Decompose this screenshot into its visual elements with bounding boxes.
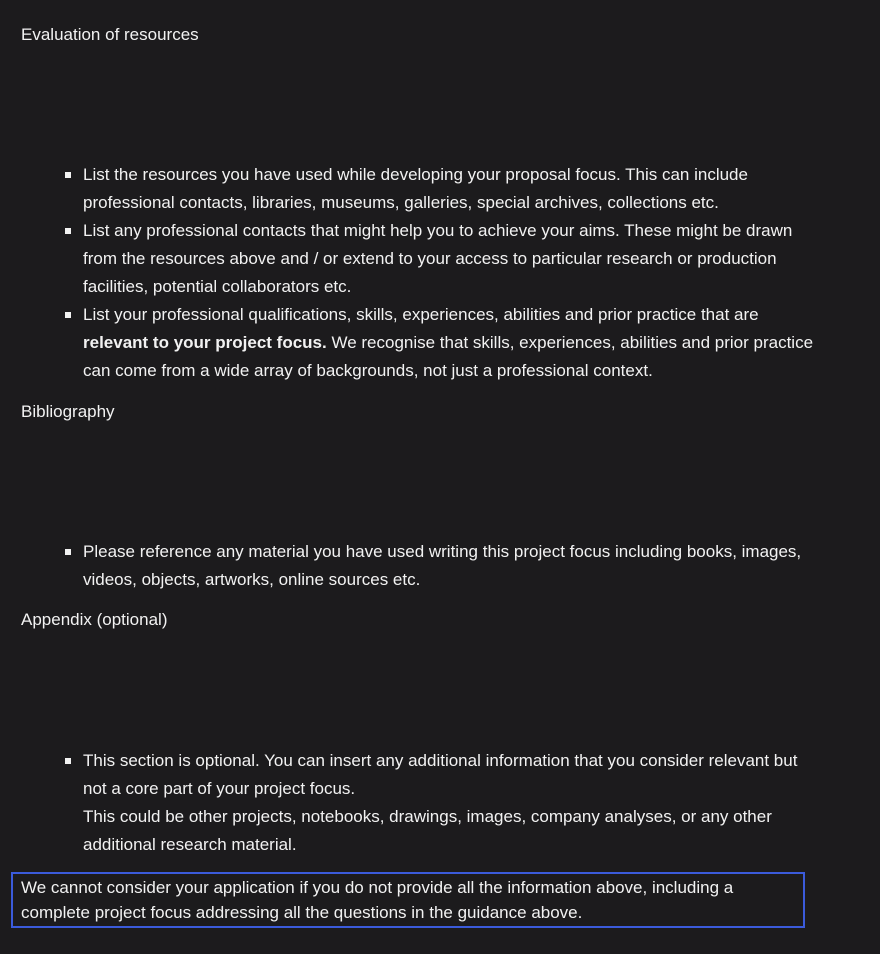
list-item-text: This section is optional. You can insert any additional information that you consider relevant but not a core part of your project focus.: [83, 751, 798, 798]
list-item: [0, 301, 823, 385]
section-heading-evaluation: Evaluation of resources: [21, 25, 199, 44]
bibliography-list: [0, 538, 823, 594]
evaluation-list: [0, 161, 823, 385]
list-item: [0, 161, 823, 217]
list-item: [0, 217, 823, 301]
bullet-icon: [65, 228, 71, 234]
list-item-text: List the resources you have used while developing your proposal focus. This can include professional contacts, libraries, museums, galleries, special archives, collections etc.: [83, 165, 748, 212]
list-item: [0, 747, 823, 859]
bullet-icon: [65, 549, 71, 555]
list-item-text: Please reference any material you have used writing this project focus including books, images, videos, objects, artworks, online sources etc.: [83, 542, 802, 589]
bullet-icon: [65, 172, 71, 178]
section-heading-appendix: Appendix (optional): [21, 610, 168, 629]
list-item-bold-text: relevant to your project focus.: [83, 333, 327, 352]
list-item-text-end: We recognise that skills, experiences, abilities and prior practice can come from a wide array of backgrounds, not just a professional context.: [83, 333, 814, 380]
bullet-icon: [65, 758, 71, 764]
list-item: [0, 538, 823, 594]
list-item-text-continued: This could be other projects, notebooks, drawings, images, company analyses, or any other additional research material.: [83, 807, 772, 854]
required-info-notice: We cannot consider your application if you do not provide all the information above, including a complete project focus addressing all the questions in the guidance above.: [11, 872, 805, 928]
appendix-list: [0, 747, 823, 859]
list-item-text: List any professional contacts that might help you to achieve your aims. These might be drawn from the resources above and / or extend to your access to particular research or production facilities, potential collaborators etc.: [83, 221, 793, 296]
bullet-icon: [65, 312, 71, 318]
list-item-text-start: List your professional qualifications, skills, experiences, abilities and prior practice that are: [83, 305, 759, 324]
section-heading-bibliography: Bibliography: [21, 402, 115, 421]
